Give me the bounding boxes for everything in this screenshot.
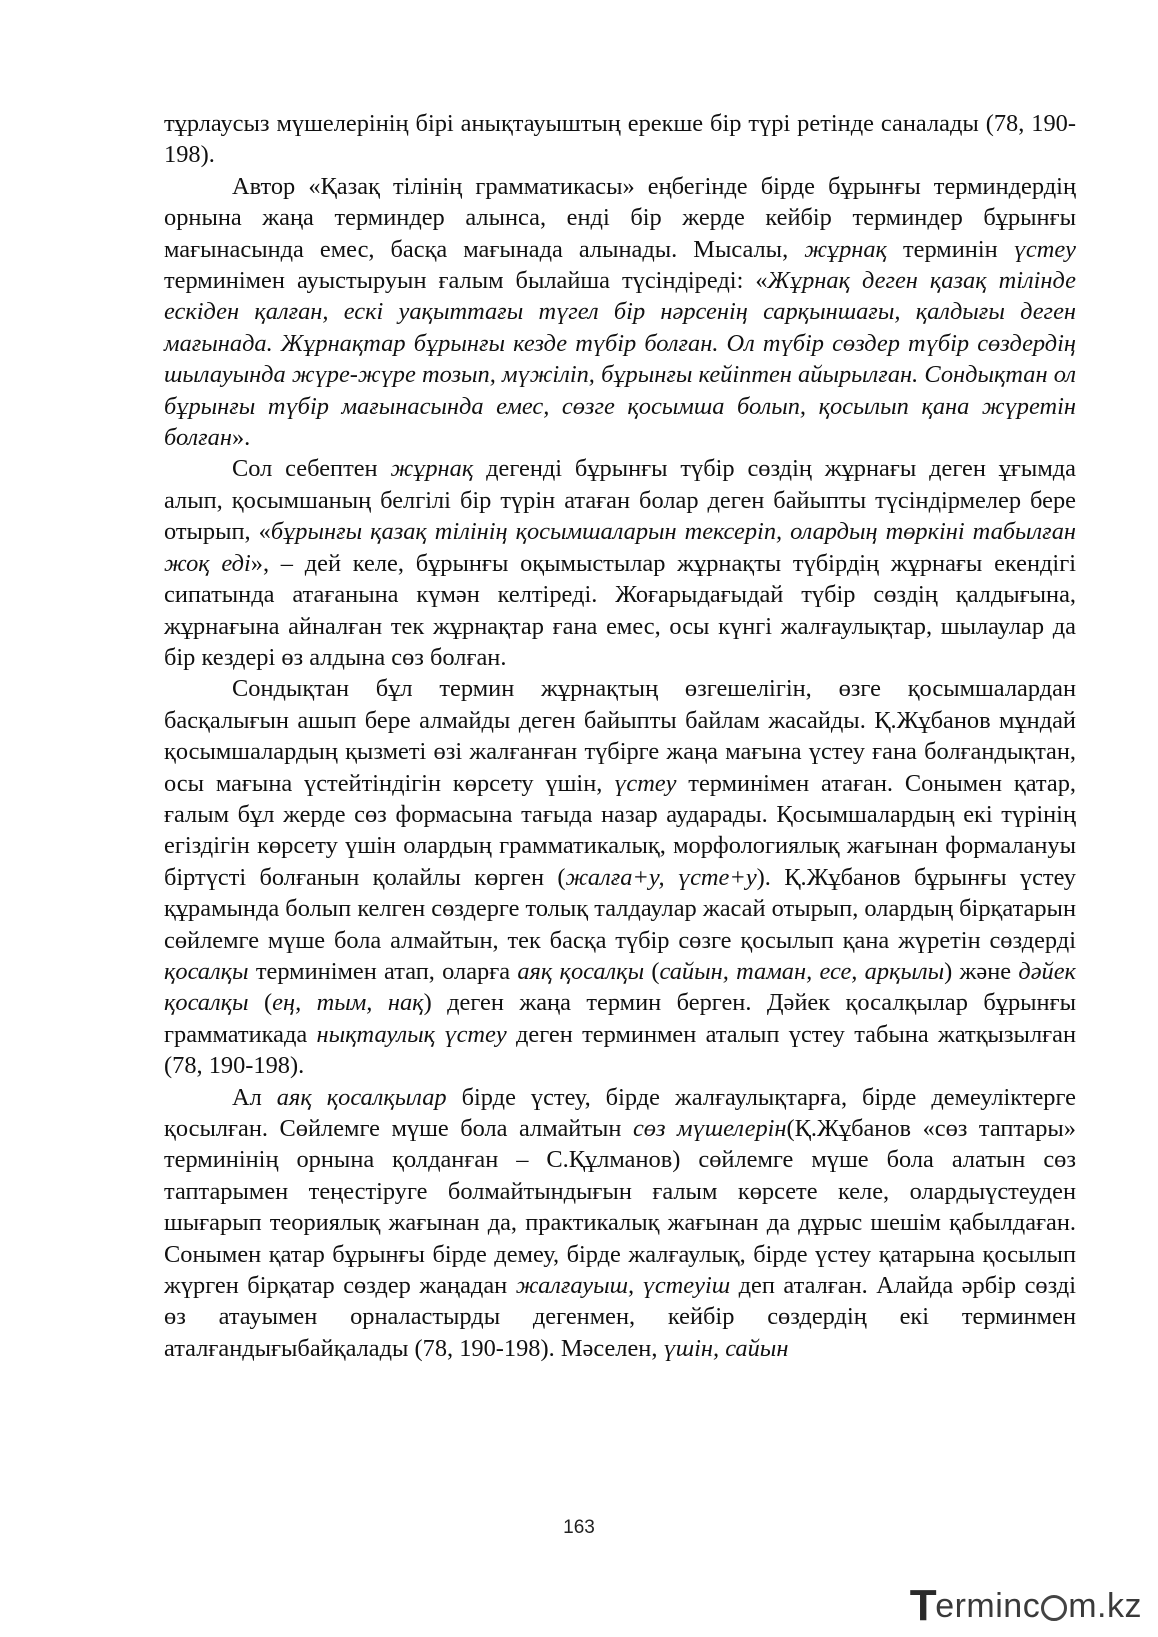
text-run: терминін — [886, 235, 1014, 263]
text-run: деп аталған. Алайда әрбір сөзді өз атауымен орналастырды дегенмен, кейбір сөздердің екі терминмен аталғандығыбайқалады (78, 190-198). Мәселен, — [164, 1272, 1076, 1362]
italic-term: жұрнақ — [804, 235, 887, 263]
italic-term: қосалқы — [164, 957, 249, 985]
text-run: (Қ.Жұбанов «сөз таптары» терминінің орнына қолданған – С.Құлманов) сөйлемге мүше бола алатын сөз таптарымен теңестіруге болмайтындығын ғалым көрсете келе, олардыүстеуден шығарып теориялық жағынан да, практикалық жағынан да дұрыс шешім қабылдаған. Сонымен қатар бұрынғы бірде демеу, бірде жалғаулық, бірде үстеу қатарына қосылып жүрген бірқатар сөздер жаңадан — [164, 1115, 1076, 1300]
text-run: Сол себептен — [232, 455, 391, 483]
italic-term: дәйек қосалқы — [164, 957, 1076, 1017]
italic-term: аяқ қосалқы — [517, 957, 645, 985]
text-run: ». — [231, 424, 251, 452]
text-run: Сондықтан бұл термин жұрнақтың өзгешелігін, өзге қосымшалардан басқалығын ашып бере алмайды деген байыпты байлам жасайды. Қ.Жұбанов мұндай қосымшалардың қызметі өзі жалғанған түбірге жаңа мағына үстеу ғана болғандықтан, осы мағына үстейтіндігін көрсету үшін, — [164, 675, 1076, 797]
watermark-tail: m.kz — [1068, 1586, 1142, 1625]
text-run: ) және — [944, 957, 1019, 985]
paragraph — [164, 673, 1076, 1081]
text-run: бірде үстеу, бірде жалғаулықтарға, бірде демеуліктерге қосылған. Сөйлемге мүше бола алмайтын — [164, 1083, 1077, 1142]
site-watermark-logo — [909, 1581, 1142, 1630]
italic-term: аяқ қосалқылар — [276, 1083, 447, 1111]
text-run: терминімен атаған. Сонымен қатар, ғалым бұл жерде сөз формасына тағыда назар аударады. Қосымшалардың екі түрінің егіздігін көрсету үшін олардың грамматикалық, морфологиялық жағынан формалануы біртүсті болғанын қолайлы көрген ( — [164, 769, 1076, 891]
text-run: Ал — [232, 1083, 277, 1111]
text-run: тұрлаусыз мүшелерінің бірі анықтауыштың ерекше бір түрі ретінде саналады (78, 190-198). — [164, 110, 1076, 169]
italic-term: сайын, таман, есе, арқылы — [659, 957, 945, 985]
page-number: 163 — [563, 1517, 595, 1538]
italic-term: нықтаулық үстеу — [316, 1020, 507, 1048]
document-body — [164, 108, 1076, 1364]
italic-term: сөз мүшелерін — [632, 1115, 787, 1142]
watermark-middle: erminc — [935, 1586, 1041, 1625]
text-run: дегенді бұрынғы түбір сөздің жұрнағы деген ұғымда алып, қосымшаның белгілі бір түрін атаған болар деген байыпты түсіндірмелер бере отырып, « — [164, 455, 1076, 546]
italic-term: Жұрнақ деген қазақ тілінде ескіден қалған, ескі уақыттағы түгел бір нәрсенің сарқыншағы, қалдығы деген мағынада. Жұрнақтар бұрынғы кезде түбір болған. Ол түбір сөздер түбір сөздердің шылауында жүре-жүре тозып, мүжіліп, бұрынғы кейіптен айырылған. Сондықтан ол бұрынғы түбір мағынасында емес, сөзге қосымша болып, қосылып қана жүретін болған — [164, 267, 1076, 452]
watermark-circle-icon — [1041, 1595, 1067, 1621]
italic-term: жұрнақ — [390, 455, 474, 483]
italic-term: жалғауыш, үстеуіш — [515, 1272, 731, 1300]
text-run: ( — [644, 957, 660, 985]
text-run: ). Қ.Жұбанов бұрынғы үстеу құрамында болып келген сөздерге толық талдаулар жасай отырып, олардың бірқатарын сөйлемге мүше бола алмайтын, тек басқа түбір сөзге қосылып қана жүретін сөздерді — [164, 863, 1077, 954]
paragraph — [164, 1082, 1076, 1365]
watermark-letter-t: T — [909, 1581, 938, 1630]
paragraph — [164, 453, 1076, 673]
paragraph — [164, 171, 1076, 454]
text-run: терминімен ауыстыруын ғалым былайша түсіндіреді: « — [164, 267, 768, 295]
italic-term: бұрынғы қазақ тілінің қосымшаларын тексеріп, олардың төркіні табылған жоқ еді — [164, 518, 1076, 577]
text-run: ( — [248, 989, 273, 1017]
italic-term: үшін, сайын — [663, 1334, 789, 1362]
italic-term: жалға+у, үсте+у — [565, 863, 757, 891]
text-run: терминімен атап, оларға — [248, 957, 518, 985]
italic-term: үстеу — [1013, 235, 1076, 263]
text-run: », – дей келе, бұрынғы оқымыстылар жұрнақты түбірдің жұрнағы екендігі сипатында атағанына күмән келтіреді. Жоғарыдағыдай түбір сөздің қалдығына, жұрнағына айналған тек жұрнақтар ғана емес, осы күнгі жалғаулықтар, шылаулар да бір кездері өз алдына сөз болған. — [164, 549, 1076, 671]
italic-term: үстеу — [614, 769, 677, 797]
text-run: деген терминмен аталып үстеу табына жатқызылған (78, 190-198). — [164, 1020, 1077, 1080]
text-run: Автор «Қазақ тілінің грамматикасы» еңбегінде бірде бұрынғы терминдердің орнына жаңа терминдер алынса, енді бір жерде кейбір терминдер бұрынғы мағынасында емес, басқа мағынада алынады. Мысалы, — [164, 172, 1076, 263]
italic-term: ең, тым, нақ — [272, 989, 424, 1017]
paragraph — [164, 108, 1076, 171]
text-run: ) деген жаңа термин берген. Дәйек қосалқылар бұрынғы грамматикада — [164, 989, 1076, 1048]
